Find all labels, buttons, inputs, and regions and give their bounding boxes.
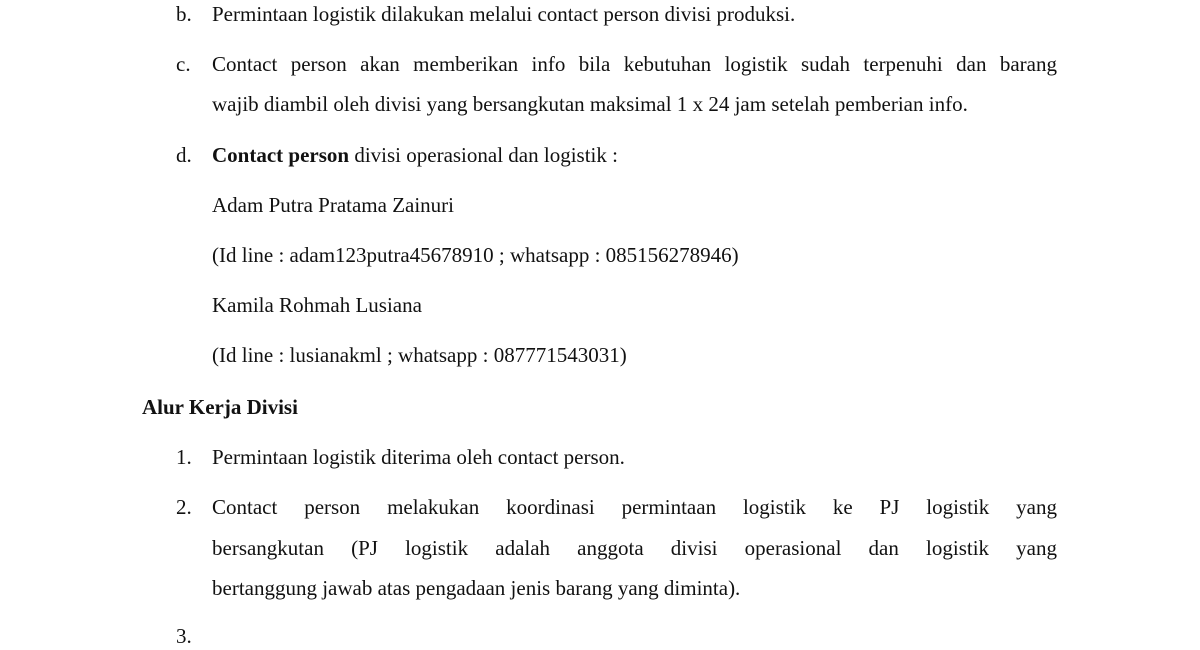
contact-name-2: Kamila Rohmah Lusiana bbox=[212, 293, 422, 317]
list-item-d-line bbox=[212, 141, 618, 169]
contact-detail-2: (Id line : lusianakml ; whatsapp : 087771543031) bbox=[212, 343, 627, 367]
list-item-c-line-2: wajib diambil oleh divisi yang bersangkutan maksimal 1 x 24 jam setelah pemberian info. bbox=[212, 92, 968, 116]
contact-detail-1: (Id line : adam123putra45678910 ; whatsapp : 085156278946) bbox=[212, 243, 739, 267]
numbered-marker-2: 2. bbox=[176, 495, 192, 519]
section-heading: Alur Kerja Divisi bbox=[142, 395, 298, 419]
list-marker-c: c. bbox=[176, 52, 191, 76]
numbered-marker-1: 1. bbox=[176, 445, 192, 469]
contact-person-rest-text: divisi operasional dan logistik : bbox=[349, 143, 618, 167]
numbered-marker-3: 3. bbox=[176, 624, 192, 648]
contact-name-1: Adam Putra Pratama Zainuri bbox=[212, 193, 455, 217]
numbered-item-2-line-3: bertanggung jawab atas pengadaan jenis barang yang diminta). bbox=[212, 576, 741, 600]
numbered-item-2-line-1: Contact person melakukan koordinasi permintaan logistik ke PJ logistik yang bbox=[212, 495, 1057, 519]
numbered-item-2-line-2: bersangkutan (PJ logistik adalah anggota divisi operasional dan logistik yang bbox=[212, 536, 1057, 560]
list-marker-d: d. bbox=[176, 143, 192, 167]
contact-person-bold-label: Contact person bbox=[212, 143, 350, 167]
list-marker-b: b. bbox=[176, 2, 192, 26]
cut-off-next-line bbox=[0, 618, 1200, 648]
numbered-item-1-text: Permintaan logistik diterima oleh contact person. bbox=[212, 445, 625, 469]
list-item-c-line-1: Contact person akan memberikan info bila kebutuhan logistik sudah terpenuhi dan barang bbox=[212, 52, 1057, 76]
list-item-b-text: Permintaan logistik dilakukan melalui contact person divisi produksi. bbox=[212, 2, 796, 26]
